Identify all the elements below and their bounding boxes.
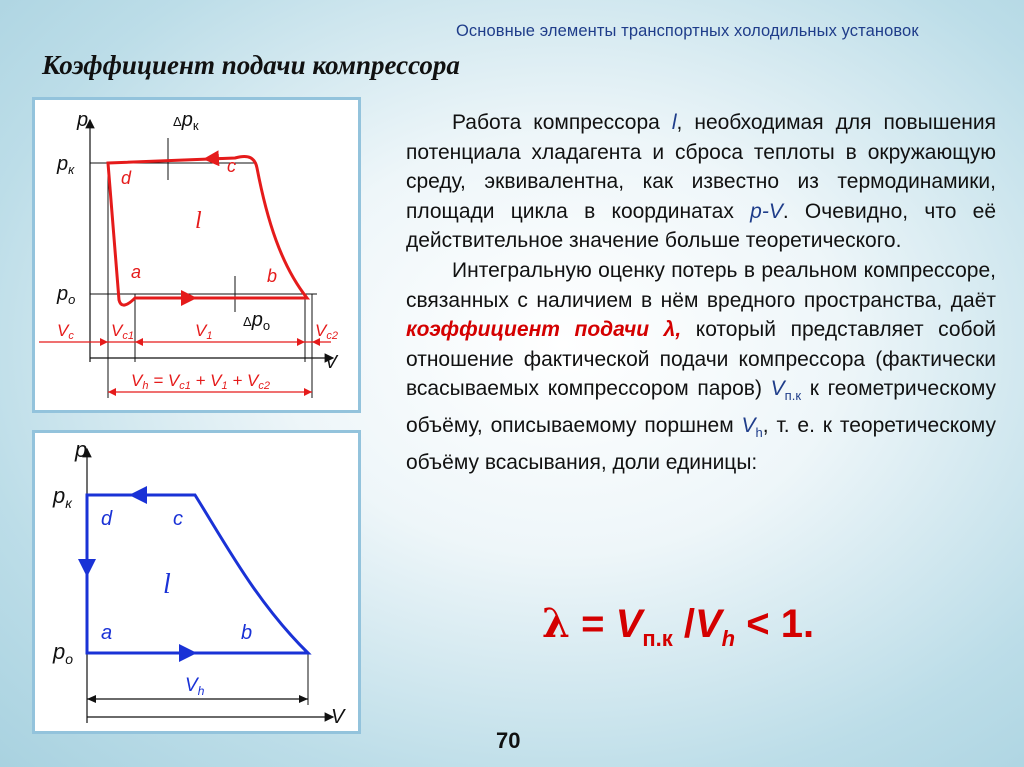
point-d: d — [101, 508, 113, 530]
work-l: l — [195, 208, 202, 234]
page-number: 70 — [496, 728, 521, 753]
point-c: c — [173, 508, 183, 530]
real-cycle-diagram — [32, 97, 361, 413]
ideal-cycle-curve — [87, 495, 308, 653]
po-label: $p_о$ — [53, 639, 74, 667]
point-c: c — [227, 156, 236, 176]
real-cycle-curve — [108, 156, 307, 305]
point-b: b — [241, 622, 253, 644]
point-a: a — [101, 622, 113, 644]
highlight-term: коэффициент подачи λ, — [406, 318, 682, 342]
lambda-formula: $\lambda = V_{п.к}$ $/V_h < 1$. — [542, 600, 815, 651]
work-l: l — [163, 569, 171, 600]
paragraph-1: Работа компрессора l, необходимая для повышения потенциала хладагента и сброса теплоты в окружающую среду, эквивалентна, как известно из термодинамики, площади цикла в координатах p-V. Очевидно, что её действительное значение больше теоретического. — [406, 111, 997, 253]
po-label: $p_о$ — [57, 283, 76, 307]
vh-equation: Vh = Vc1 + V1 + Vc2 — [131, 371, 270, 392]
point-b: b — [267, 266, 278, 286]
pk-label: $p_к$ — [53, 483, 72, 511]
v1-label: V1 — [195, 321, 213, 342]
dpo-label: Δpо — [243, 309, 271, 333]
vh-label: $V_h$ — [185, 675, 205, 698]
dpk-label: Δpк — [173, 109, 199, 133]
vc2-label: Vc2 — [315, 321, 338, 342]
v-axis-label: V — [325, 352, 338, 372]
vc1-label: Vc1 — [111, 321, 134, 342]
p-axis-label: p — [77, 109, 89, 131]
slide-header: Основные элементы транспортных холодильных установок — [456, 22, 919, 40]
point-a: a — [131, 262, 142, 282]
v-axis-label: V — [331, 706, 345, 728]
paragraph-2: Интегральную оценку потерь в реальном компрессоре, связанных с наличием в нём вредного пространства, даёт коэффициент подачи λ, который представляет собой отношение фактической подачи компрессора (фактически всасываемых компрессором паров) $V_{п.к}$ к геометрическому объёму, описываемому поршнем $V_h$, т. е. к теоретическому объёму всасывания, доли единицы: — [406, 258, 997, 474]
p-axis-label: p — [75, 437, 88, 462]
point-d: d — [121, 168, 132, 188]
ideal-cycle-diagram — [32, 430, 361, 734]
body-text — [406, 108, 996, 478]
vc-label: Vc — [57, 321, 74, 342]
slide-title: Коэффициент подачи компрессора — [42, 50, 460, 80]
pk-label: $p_к$ — [57, 153, 75, 177]
